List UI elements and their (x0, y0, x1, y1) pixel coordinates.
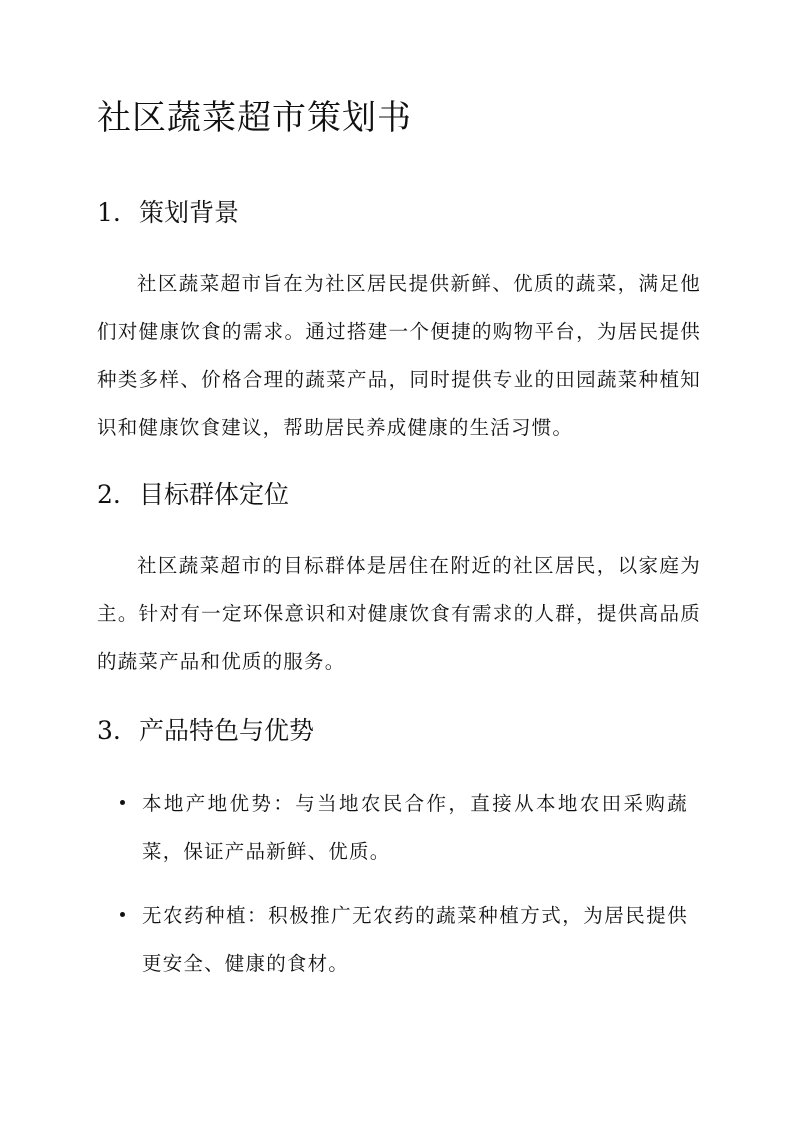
page-title: 社区蔬菜超市策划书 (97, 98, 412, 138)
list-item (120, 892, 688, 988)
list-item (120, 780, 688, 876)
section-heading-background (97, 196, 239, 230)
bullet-icon (120, 800, 125, 805)
section-paragraph-background: 社区蔬菜超市旨在为社区居民提供新鲜、优质的蔬菜，满足他们对健康饮食的需求。通过搭建一个便捷的购物平台，为居民提供种类多样、价格合理的蔬菜产品，同时提供专业的田园蔬菜种植知识和健康饮食建议，帮助居民养成健康的生活习惯。 (97, 272, 701, 439)
section-number: 1. (97, 198, 121, 227)
section-paragraph-target-group: 社区蔬菜超市的目标群体是居住在附近的社区居民，以家庭为主。针对有一定环保意识和对健康饮食有需求的人群，提供高品质的蔬菜产品和优质的服务。 (97, 554, 701, 673)
section-title: 目标群体定位 (139, 480, 290, 509)
section-title: 策划背景 (139, 198, 240, 227)
section-number: 3. (97, 716, 121, 745)
section-title: 产品特色与优势 (139, 716, 315, 745)
section-heading-target-group (97, 478, 289, 512)
list-item-text: 无农药种植：积极推广无农药的蔬菜种植方式，为居民提供更安全、健康的食材。 (142, 904, 688, 975)
section-number: 2. (97, 480, 121, 509)
list-item-text: 本地产地优势：与当地农民合作，直接从本地农田采购蔬菜，保证产品新鲜、优质。 (142, 792, 688, 863)
bullet-icon (120, 912, 125, 917)
section-heading-features (97, 714, 314, 748)
